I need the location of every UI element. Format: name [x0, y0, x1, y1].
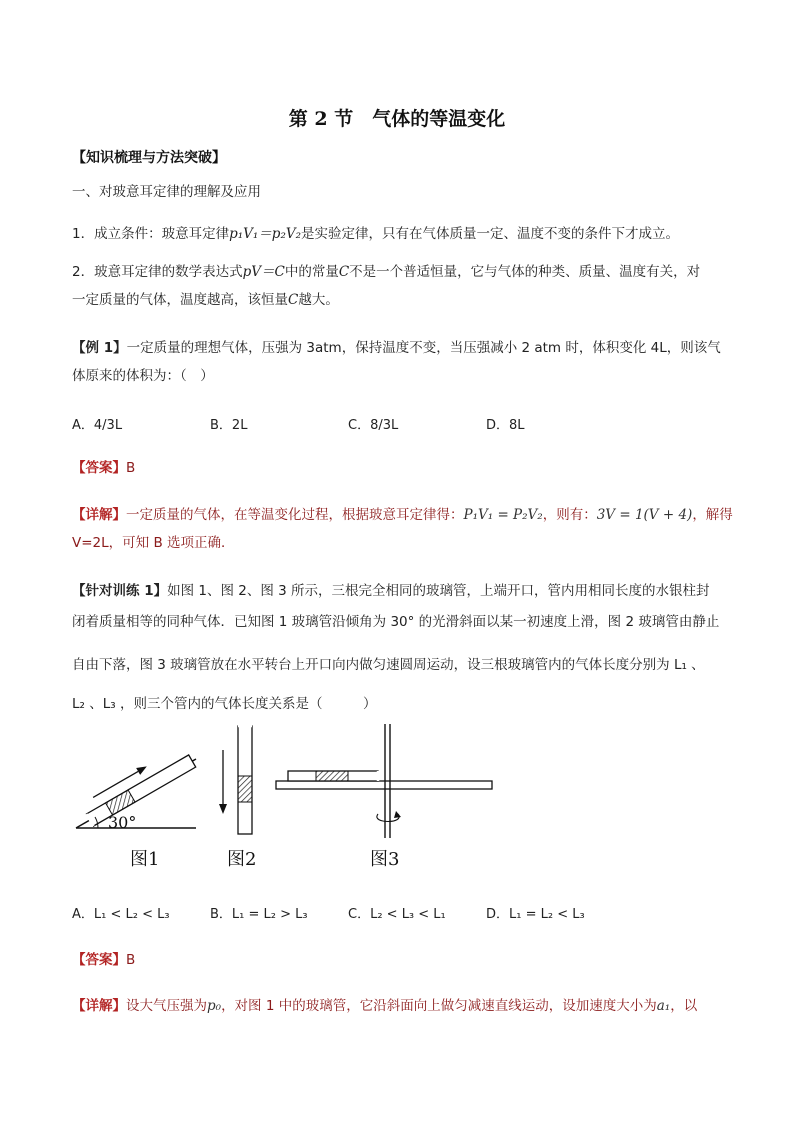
figure-2-vertical-tube [219, 726, 252, 834]
page-title: 第 2 节 气体的等温变化 [288, 108, 506, 130]
detail-then: ，则有： [542, 507, 597, 523]
point-1 [72, 224, 679, 244]
example-1-answer [72, 458, 135, 478]
training-1-line-1 [72, 581, 710, 601]
training-1-line-2: 闭着质量相等的同种气体．已知图 1 玻璃管沿倾角为 30° 的光滑斜面以某一初速度上滑，图 2 玻璃管由静止 [72, 614, 720, 630]
point-2-line-2: 一定质量的气体，温度越高，该恒量C越大。 [72, 292, 339, 308]
detail-tag: 【详解】 [72, 998, 126, 1014]
training-1-option-b: B．L₁ = L₂ > L₃ [210, 907, 308, 922]
example-1-option-d: D．8L [486, 418, 525, 433]
detail-a1: a₁ [656, 998, 671, 1014]
point-1-suffix: 是实验定律，只有在气体质量一定、温度不变的条件下才成立。 [301, 226, 680, 242]
example-1-text: 一定质量的理想气体，压强为 3atm，保持温度不变，当压强减小 2 atm 时，体积变化 4L，则该气 [126, 340, 721, 356]
example-1-option-a: A．4/3L [72, 418, 123, 433]
training-1-tag: 【针对训练 1】 [72, 583, 168, 599]
point-1-prefix: 1．成立条件：玻意耳定律 [72, 226, 230, 242]
training-1-option-c: C．L₂ < L₃ < L₁ [348, 907, 446, 922]
training-1-detail [72, 996, 697, 1016]
answer-tag: 【答案】 [72, 952, 126, 968]
example-1-detail-line-2: V=2L，可知 B 选项正确． [72, 535, 235, 551]
figure-3-caption: 图3 [370, 849, 400, 870]
point-1-formula: p₁V₁＝p₂V₂ [229, 226, 302, 242]
detail-equation-2: 3V = 1(V + 4) [596, 507, 693, 523]
angle-label: 30° [108, 813, 137, 832]
training-1-line-3: 自由下落，图 3 玻璃管放在水平转台上开口向内做匀速圆周运动，设三根玻璃管内的气体长度分别为 L₁ 、 [72, 657, 705, 673]
figure-2-caption: 图2 [227, 849, 257, 870]
point-2-suffix: 不是一个普适恒量，它与气体的种类、质量、温度有关，对 [349, 264, 701, 280]
example-1-line-1 [72, 338, 721, 358]
point-2-constant: C [338, 264, 350, 280]
point-2-prefix: 2．玻意耳定律的数学表达式 [72, 264, 243, 280]
point-2-line-1 [72, 262, 700, 282]
training-1-line-4: L₂ 、L₃ ，则三个管内的气体长度关系是（ ） [72, 696, 377, 712]
answer-value: B [126, 460, 136, 476]
detail-text-c: ，以 [670, 998, 698, 1014]
example-1-detail-line-1 [72, 505, 733, 525]
training-1-text: 如图 1、图 2、图 3 所示，三根完全相同的玻璃管，上端开口，管内用相同长度的水银柱封 [167, 583, 710, 599]
example-1-option-b: B．2L [210, 418, 248, 433]
figure-1-incline [76, 742, 196, 832]
detail-p0: p₀ [207, 998, 222, 1014]
example-1-tag: 【例 1】 [72, 340, 127, 356]
answer-value: B [126, 952, 136, 968]
figure-1-caption: 图1 [130, 849, 160, 870]
section-header: 【知识梳理与方法突破】 [72, 150, 226, 166]
training-1-option-d: D．L₁ = L₂ < L₃ [486, 907, 585, 922]
training-1-answer [72, 950, 135, 970]
detail-text-a: 设大气压强为 [126, 998, 207, 1014]
point-2-line-2b: 越大。 [298, 292, 339, 308]
subsection-heading: 一、对玻意耳定律的理解及应用 [72, 184, 261, 200]
example-1-option-c: C．8/3L [348, 418, 399, 433]
detail-text: 一定质量的气体，在等温变化过程，根据玻意耳定律得： [126, 507, 464, 523]
answer-tag: 【答案】 [72, 460, 126, 476]
point-2-mid: 中的常量 [284, 264, 339, 280]
detail-text-b: ，对图 1 中的玻璃管，它沿斜面向上做匀减速直线运动，设加速度大小为 [221, 998, 657, 1014]
figure-3-turntable [276, 724, 492, 838]
example-1-line-2: 体原来的体积为：（ ） [72, 368, 214, 384]
point-2-formula: pV＝C [242, 264, 285, 280]
detail-end: ，解得 [692, 507, 733, 523]
detail-tag: 【详解】 [72, 507, 126, 523]
point-2-line-2a: 一定质量的气体，温度越高，该恒量 [72, 292, 288, 308]
detail-equation-1: P₁V₁ = P₂V₂ [463, 507, 543, 523]
training-1-option-a: A．L₁ < L₂ < L₃ [72, 907, 170, 922]
tube-figure [70, 718, 510, 878]
